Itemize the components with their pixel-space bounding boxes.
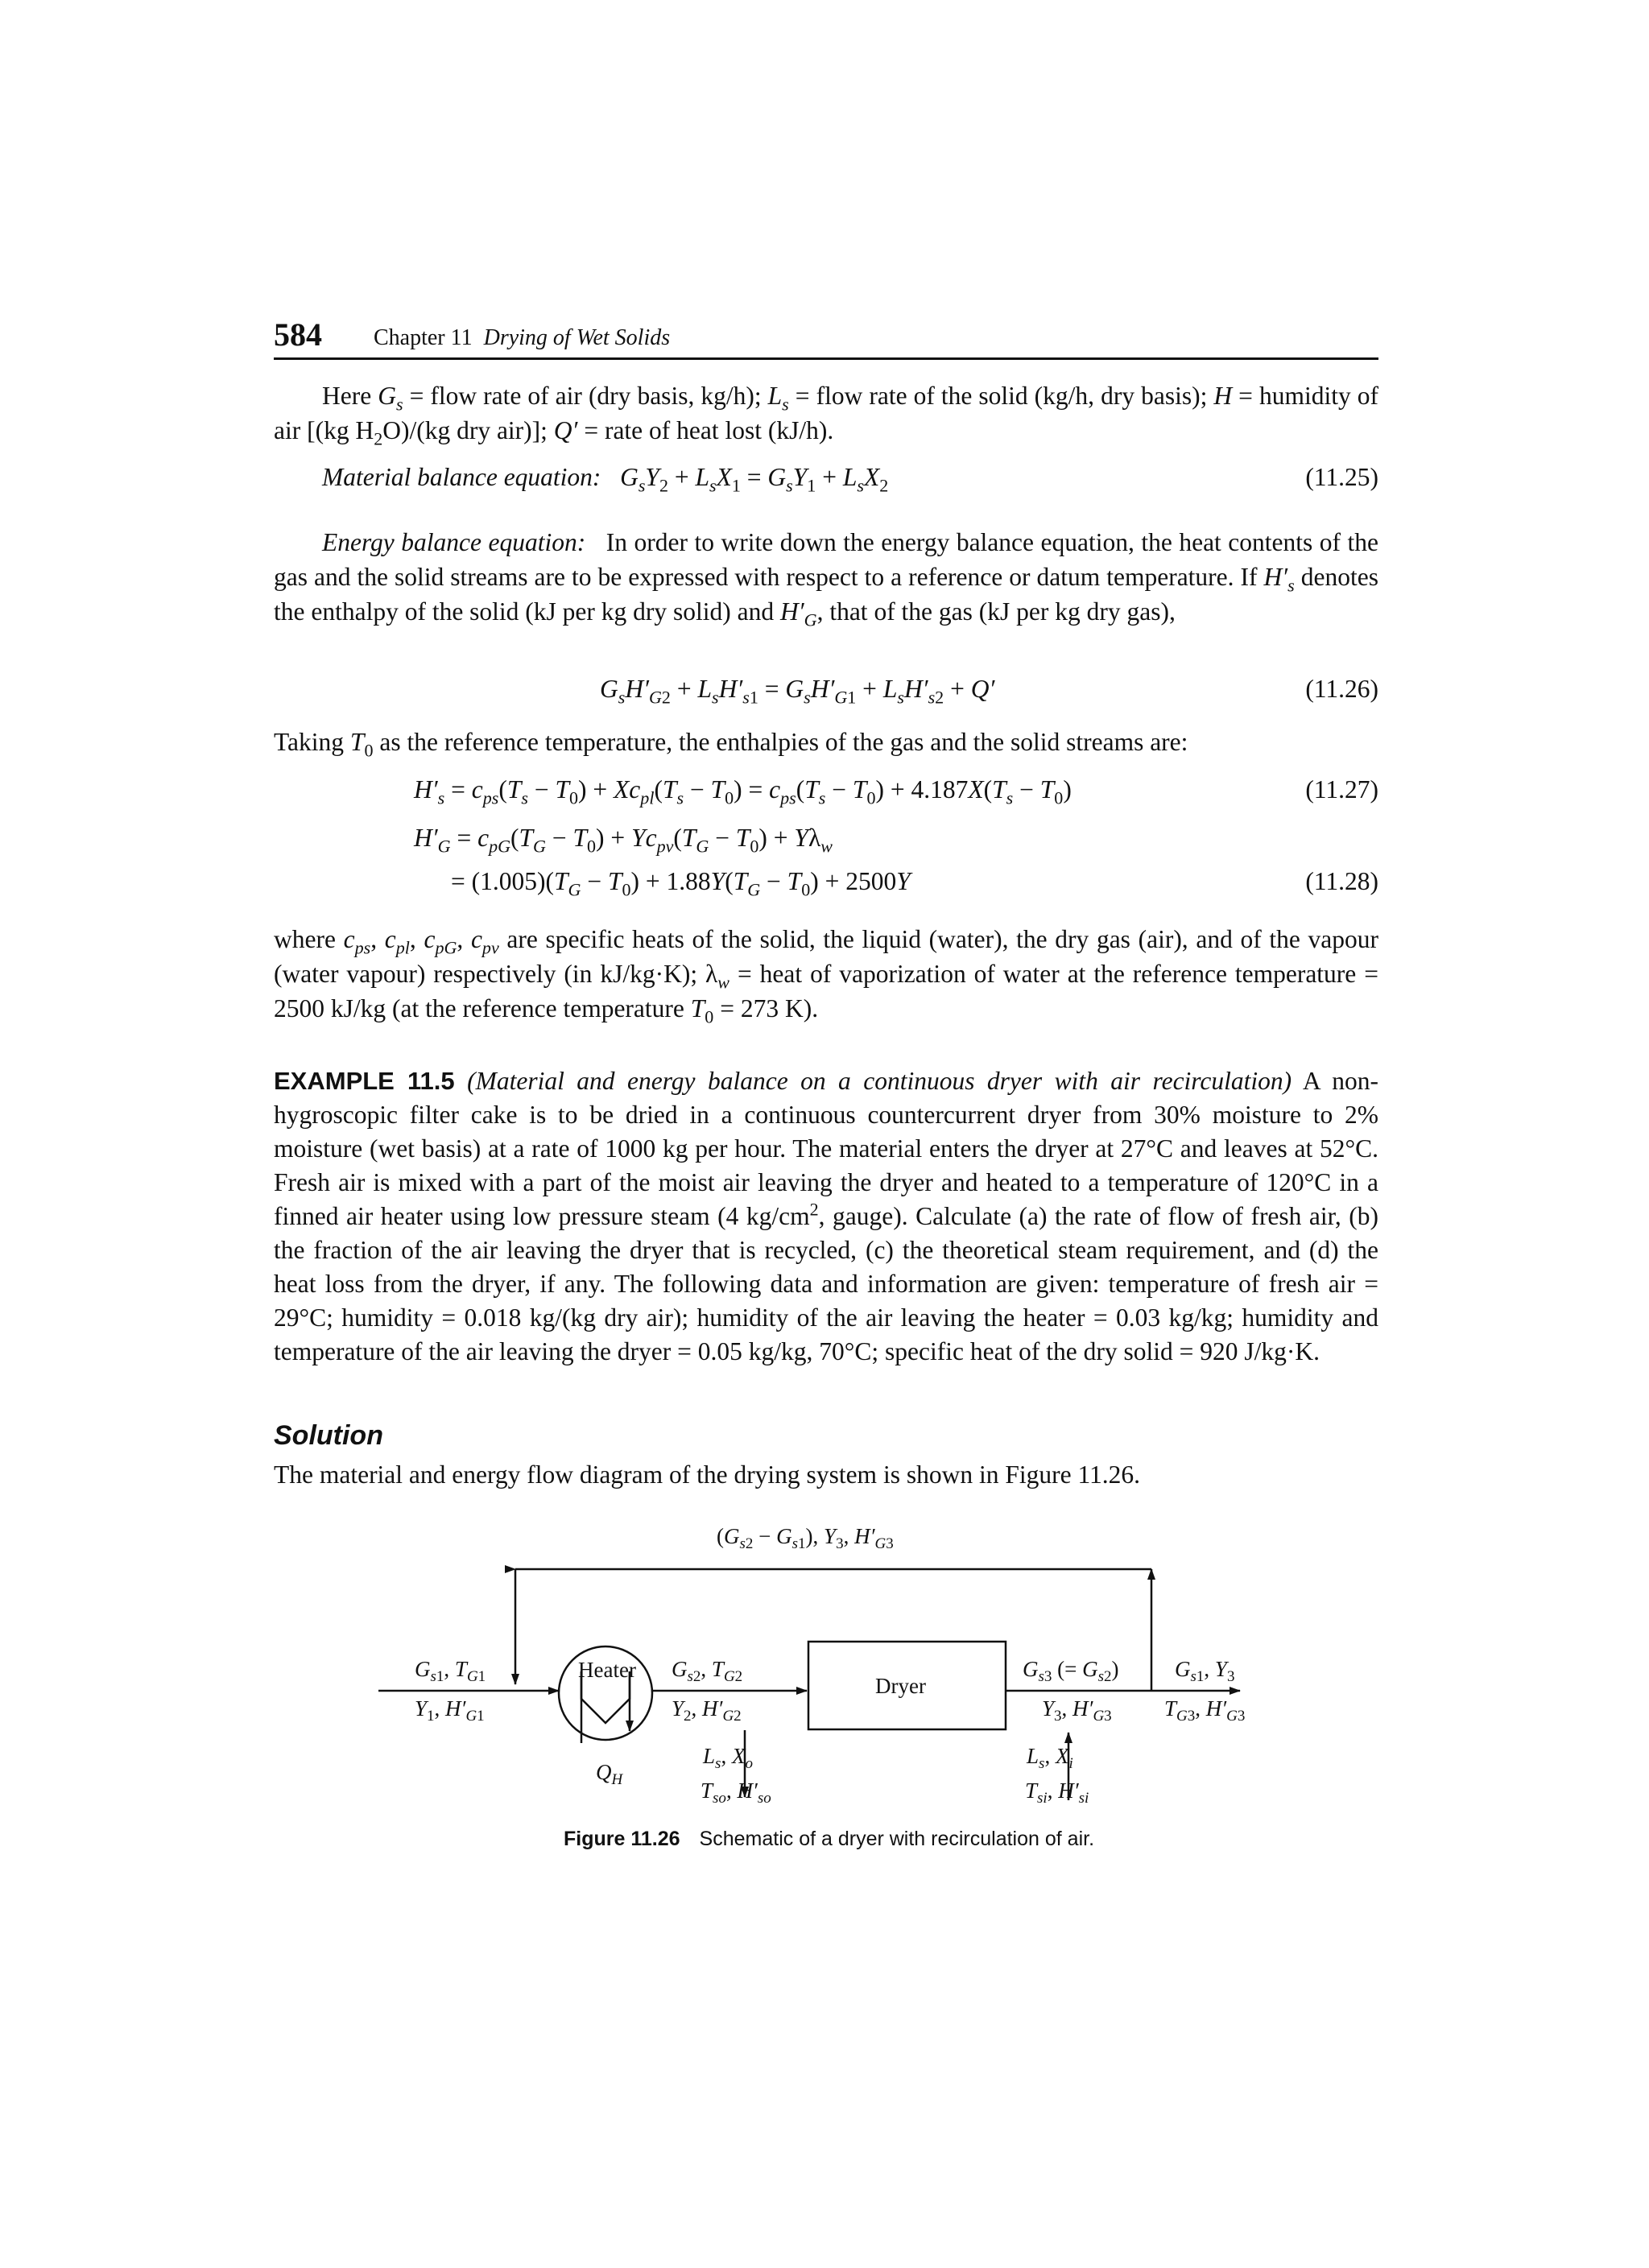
paragraph-specific-heats: where $c_{ps}$, $c_{pl}$, $c_{pG}$, $c_{pv}$ are specific heats of the solid, the liquid (water), the dry gas (air), and of the vapour (water vapour) respectively (in kJ/kg·K); $\lambda_w$ = heat of vaporization of water at the reference temperature = 2500 kJ/kg (at the reference temperature $T_0 = 273$ K). (274, 925, 1379, 1027)
outlet-label-2: $Y_3$, $H'_G3$ (1042, 1696, 1112, 1725)
equation-number-11-26: (11.26) (1305, 675, 1378, 703)
example-body: A non-hygroscopic filter cake is to be dried in a continuous countercurrent dryer from 30% moisture to 2% moisture (wet basis) at a rate of 1000 kg per hour. The material enters the dryer at 27°C and leaves at 52°C. Fresh air is mixed with a part of the moist air leaving the dryer and heated to a temperature of 120°C in a finned air heater using low pressure steam (4 $kg/cm^2$, gauge). Calculate (a) the rate of flow of fresh air, (b) the fraction of the air leaving the dryer that is recycled, (c) the theoretical steam requirement, and (d) the heat loss from the dryer, if any. The following data and information are given: temperature of fresh air = 29°C; humidity = 0.018 kg/(kg dry air); humidity of the air leaving the heater = 0.03 kg/kg; humidity and temperature of the air leaving the dryer = 0.05 kg/kg, 70°C; specific heat of the dry solid = 920 J/kg·K. (274, 1067, 1379, 1365)
heated-label-1: $G_s2$, $T_G2$ (672, 1657, 743, 1685)
solution-text: The material and energy flow diagram of the drying system is shown in Figure 11.26. (274, 1460, 1141, 1489)
solid-out-label-1: $L_s$, $X_o$ (703, 1744, 753, 1772)
page-number: 584 (274, 316, 322, 353)
solid-out-label-2: $T_{so}$, $H'_{so}$ (701, 1778, 771, 1807)
material-balance-equation: Material balance equation: $G_sY_2 + L_sX_1 = G_sY_1 + L_sX_2$ (322, 463, 889, 496)
recycle-label: $(G_s2 - G_s1)$, $Y_3$, $H'_G3$ (717, 1524, 894, 1552)
example-title: (Material and energy balance on a continuous dryer with air recirculation) (467, 1067, 1292, 1095)
equation-number-11-27: (11.27) (1305, 775, 1378, 804)
inlet-label-1: $G_s1$, $T_G1$ (415, 1657, 486, 1685)
solid-in-label-1: $L_s$, $X_i$ (1027, 1744, 1073, 1772)
heater-label: Heater (578, 1658, 636, 1682)
outlet-label-1: $G_s3$ (= $G_s2$) (1023, 1657, 1119, 1685)
heat-input-label: $Q_H$ (596, 1760, 623, 1788)
solid-enthalpy-equation: $H'_s = c_{ps}(T_s - T_0) + Xc_{pl}(T_s - T_0) = c_{ps}(T_s - T_0) + 4.187X(T_s - T_0)$ (414, 775, 1072, 808)
equation-number-11-25: (11.25) (1305, 463, 1378, 491)
inlet-label-2: $Y_1$, $H'_G1$ (415, 1696, 485, 1725)
heated-label-2: $Y_2$, $H'_G2$ (672, 1696, 742, 1725)
example-heading: EXAMPLE 11.5 (274, 1067, 455, 1095)
exhaust-label-2: $T_G3$, $H'_G3$ (1164, 1696, 1246, 1725)
figure-caption-label: Figure 11.26 (564, 1828, 680, 1850)
equation-number-11-28: (11.28) (1305, 867, 1378, 895)
energy-balance-equation: $G_sH'_{G2} + L_sH'_{s1} = G_sH'_{G1} + L_sH'_{s2} + Q'$ (600, 675, 995, 708)
paragraph-definitions: Here $G_s$ = flow rate of air (dry basis, kg/h); $L_s$ = flow rate of the solid (kg/h, dry basis); H = humidity of air [(kg $H_2O)/(kg$ dry air)]; Q′ = rate of heat lost (kJ/h). (274, 382, 1378, 449)
chapter-label: Chapter 11 Drying of Wet Solids (374, 325, 671, 350)
gas-enthalpy-equation-numeric: = $(1.005)(T_G - T_0) + 1.88Y(T_G - T_0) + 2500Y$ (451, 867, 911, 900)
paragraph-reference-temperature: Taking $T_0$ as the reference temperature, the enthalpies of the gas and the solid streams are: (274, 728, 1188, 761)
solution-heading: Solution (274, 1420, 383, 1451)
paragraph-energy-balance: Energy balance equation: In order to write down the energy balance equation, the heat contents of the gas and the solid streams are to be expressed with respect to a reference or datum temperature. If $H'_s$ denotes the enthalpy of the solid (kJ per kg dry solid) and $H'_G$, that of the gas (kJ per kg dry gas), (274, 528, 1379, 630)
figure-caption-text: Schematic of a dryer with recirculation of air. (699, 1828, 1095, 1850)
dryer-label: Dryer (875, 1674, 926, 1698)
gas-enthalpy-equation: $H'_G = c_{pG}(T_G - T_0) + Yc_{pv}(T_G - T_0) + Y\lambda_w$ (414, 824, 833, 857)
exhaust-label-1: $G_s1$, $Y_3$ (1175, 1657, 1235, 1685)
chapter-title: Drying of Wet Solids (483, 325, 671, 350)
solid-in-label-2: $T_{si}$, $H'_{si}$ (1025, 1778, 1089, 1807)
figure-caption (564, 1828, 1094, 1851)
